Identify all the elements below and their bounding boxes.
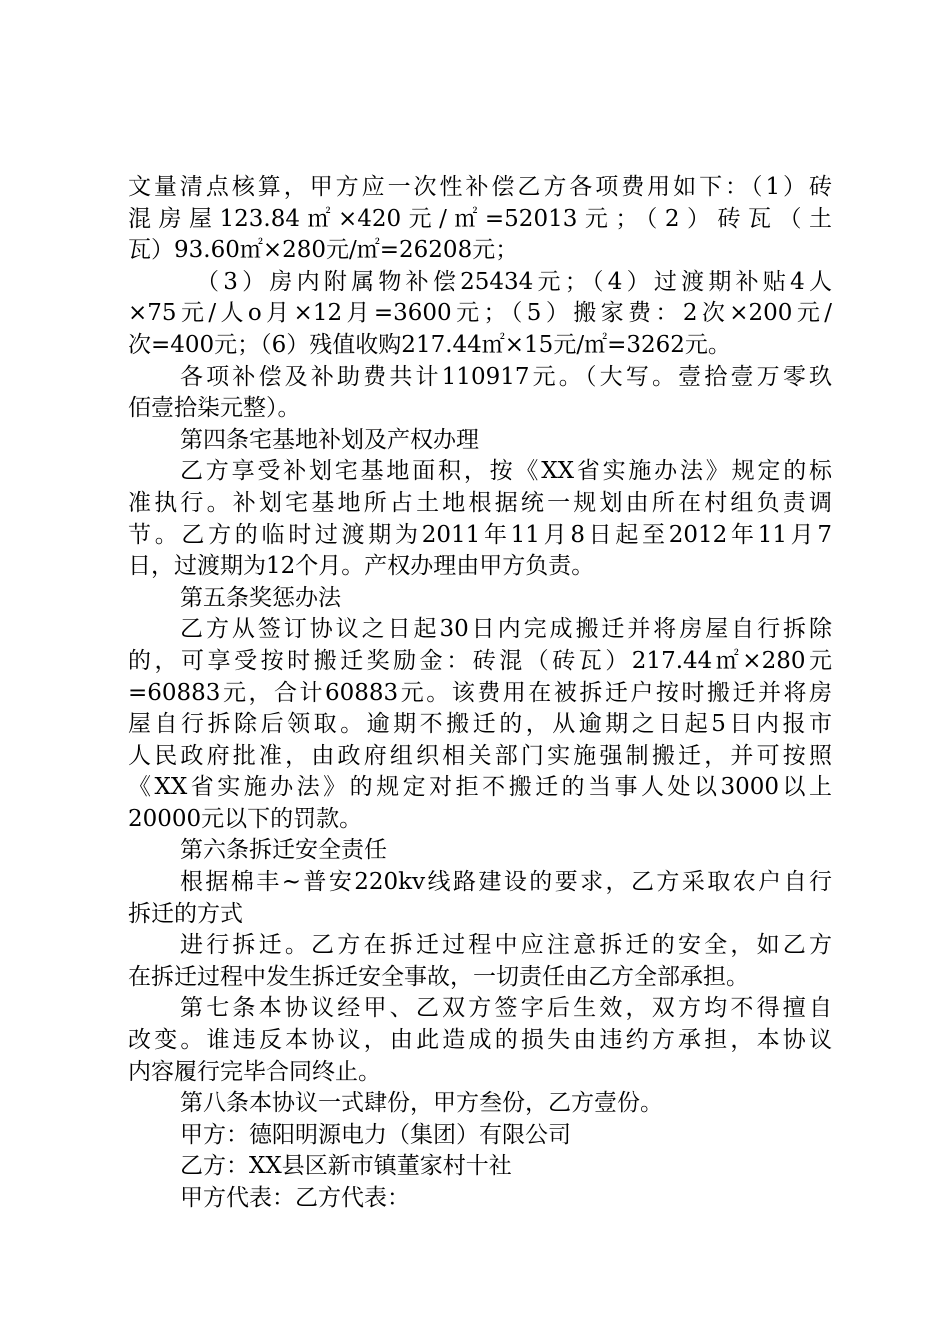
text-line: 乙方从签订协议之日起30日内完成搬迁并将房屋自行拆除 [180, 616, 832, 643]
text-line: 第八条本协议一式肆份，甲方叁份，乙方壹份。 [180, 1090, 663, 1117]
text-line: 内容履行完毕合同终止。 [128, 1058, 381, 1085]
text-line: 拆迁的方式 [128, 900, 243, 927]
paragraph [128, 425, 832, 457]
text-line: 节。乙方的临时过渡期为2011年11月8日起至2012年11月7 [128, 521, 832, 548]
text-line: 第七条本协议经甲、乙双方签字后生效，双方均不得擅自 [180, 995, 832, 1022]
paragraph [128, 583, 832, 615]
paragraph [128, 456, 832, 582]
text-line: ×75元/人o月×12月=3600元；（5）搬家费：2次×200元/ [128, 300, 832, 327]
text-line: 第五条奖惩办法 [180, 584, 341, 611]
paragraph [128, 993, 832, 1088]
paragraph [128, 930, 832, 993]
text-line: 甲方：德阳明源电力（集团）有限公司 [180, 1121, 571, 1148]
text-line: 进行拆迁。乙方在拆迁过程中应注意拆迁的安全，如乙方 [180, 932, 832, 959]
paragraph [128, 867, 832, 930]
text-line: 人民政府批准，由政府组织相关部门实施强制搬迁，并可按照 [128, 742, 832, 769]
text-line: 准执行。补划宅基地所占土地根据统一规划由所在村组负责调 [128, 489, 832, 516]
text-line: 乙方享受补划宅基地面积，按《XX省实施办法》规定的标 [180, 458, 832, 485]
text-line: 的，可享受按时搬迁奖励金：砖混（砖瓦）217.44㎡×280元 [128, 647, 832, 674]
text-line: 次=400元；（6）残值收购217.44㎡×15元/㎡=3262元。 [128, 331, 731, 358]
paragraph [128, 1183, 832, 1215]
paragraph [128, 267, 832, 362]
text-line: =60883元，合计60883元。该费用在被拆迁户按时搬迁并将房 [128, 679, 832, 706]
text-line: 根据棉丰~普安220kv线路建设的要求，乙方采取农户自行 [180, 869, 832, 896]
text-line: 改变。谁违反本协议，由此造成的损失由违约方承担，本协议 [128, 1027, 832, 1054]
text-line: 日，过渡期为12个月。产权办理由甲方负责。 [128, 553, 595, 580]
text-line: 第六条拆迁安全责任 [180, 837, 387, 864]
text-line: 甲方代表：乙方代表： [180, 1185, 410, 1211]
text-line: 第四条宅基地补划及产权办理 [180, 426, 479, 453]
text-line: 乙方：XX县区新市镇董家村十社 [180, 1153, 512, 1180]
document-body [128, 172, 832, 1215]
text-line: 各项补偿及补助费共计110917元。（大写。壹拾壹万零玖 [180, 363, 832, 390]
paragraph [128, 362, 832, 425]
paragraph [128, 614, 832, 835]
text-line: 屋自行拆除后领取。逾期不搬迁的，从逾期之日起5日内报市 [128, 711, 832, 738]
paragraph [128, 1120, 832, 1152]
paragraph [128, 835, 832, 867]
text-line: 在拆迁过程中发生拆迁安全事故，一切责任由乙方全部承担。 [128, 963, 749, 990]
text-line: 混房屋123.84㎡×420元/㎡=52013元；（2）砖瓦（土 [128, 205, 832, 232]
text-line: 文量清点核算，甲方应一次性补偿乙方各项费用如下：（1）砖 [128, 174, 832, 200]
text-line: 20000元以下的罚款。 [128, 805, 363, 832]
text-line: （3）房内附属物补偿25434元；（4）过渡期补贴4人 [196, 268, 832, 295]
paragraph [128, 172, 832, 267]
text-line: 瓦）93.60㎡×280元/㎡=26208元； [128, 237, 519, 264]
text-line: 佰壹拾柒元整）。 [128, 395, 301, 422]
paragraph [128, 1088, 832, 1120]
text-line: 《XX省实施办法》的规定对拒不搬迁的当事人处以3000以上 [128, 774, 832, 801]
paragraph [128, 1151, 832, 1183]
